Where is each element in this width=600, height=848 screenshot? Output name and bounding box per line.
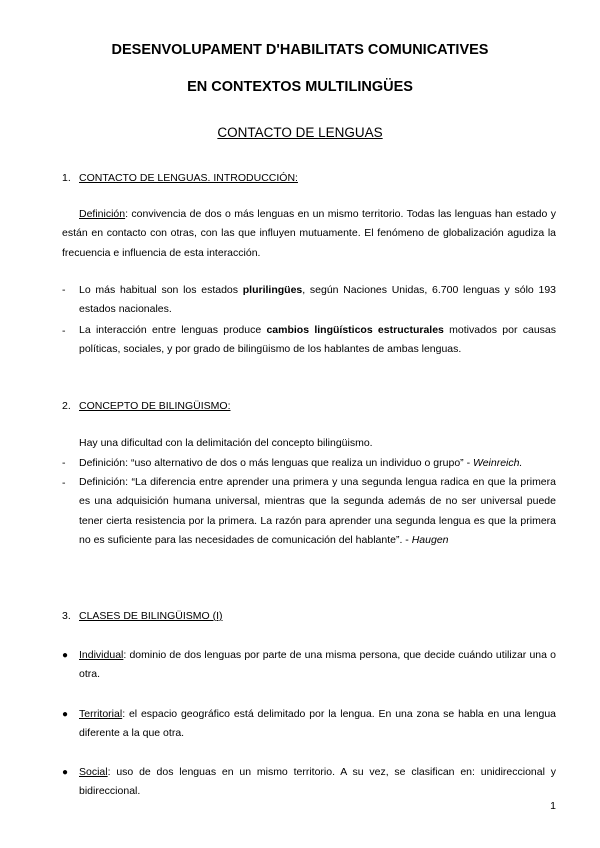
list-item-label: Territorial: [79, 708, 123, 720]
list-item: [79, 763, 556, 802]
list-item-bold: cambios lingüísticos estructurales: [266, 324, 444, 336]
section-3-heading: [62, 610, 223, 622]
list-item: [79, 646, 556, 685]
list-item-bold: plurilingües: [242, 284, 303, 296]
definition-label: Definición: [79, 208, 126, 220]
list-item-text: : dominio de dos lenguas por parte de una misma persona, que decide cuándo utilizar una o otra.: [79, 649, 556, 681]
document-title-line-2: EN CONTEXTOS MULTILINGÜES: [187, 79, 413, 95]
list-item-label: Individual: [79, 649, 124, 661]
list-item: [79, 454, 559, 473]
definition-quote: Definición: “La diferencia entre aprender una primera y una segunda lengua radica en que la primera es una adquisición humana universal, mientras que la segunda además de no ser universal puede tener cierta resistencia por la primera. La razón para aprender una segunda lengua es que la primera no es suficiente para las necesidades de comunicación del hablante”. -: [79, 476, 556, 546]
definition-quote: Definición: “uso alternativo de dos o más lenguas que realiza un individuo o grupo” -: [79, 457, 473, 469]
list-item-text: motivados por causas políticas, sociales, y por grado de bilingüismo de los hablantes de ambas lenguas.: [79, 324, 556, 356]
list-item-text: , según Naciones Unidas, 6.700 lenguas y sólo 193 estados nacionales.: [79, 284, 557, 316]
list-marker: -: [62, 284, 66, 296]
list-item: [79, 281, 556, 320]
list-marker: -: [62, 477, 66, 489]
section-1-title: CONTACTO DE LENGUAS. INTRODUCCIÓN:: [79, 172, 298, 184]
list-item: [79, 705, 556, 744]
list-marker: -: [62, 457, 66, 469]
list-item-label: Social: [79, 766, 108, 778]
list-item: [79, 473, 556, 550]
section-1-heading: [62, 172, 298, 184]
author-name: Weinreich.: [472, 457, 523, 469]
page-number: 1: [550, 800, 556, 812]
document-title-line-1: DESENVOLUPAMENT D'HABILITATS COMUNICATIVES: [111, 42, 489, 58]
author-name: Haugen: [411, 533, 449, 546]
definition-text: : convivencia de dos o más lenguas en un mismo territorio. Todas las lenguas han estado y están en contacto con otras, con las que influyen mutuamente. El fenómeno de globalización agudiza la frecuencia e influencia de esta interacción.: [62, 208, 556, 259]
section-1-definition: [62, 205, 556, 263]
section-3-title: CLASES DE BILINGÜISMO (I): [79, 610, 223, 622]
bullet-icon: ●: [62, 650, 69, 661]
section-2-title: CONCEPTO DE BILINGÜISMO:: [79, 400, 231, 412]
document-subtitle: CONTACTO DE LENGUAS: [217, 125, 383, 140]
section-2-intro: Hay una dificultad con la delimitación del concepto bilingüismo.: [79, 437, 373, 449]
section-1-number: 1.: [62, 172, 71, 184]
bullet-icon: ●: [62, 767, 69, 778]
list-item: [79, 321, 556, 360]
bullet-icon: ●: [62, 709, 69, 720]
section-2-number: 2.: [62, 400, 71, 412]
section-2-heading: [62, 400, 231, 412]
list-item-text: La interacción entre lenguas produce: [79, 324, 267, 336]
list-item-text: : el espacio geográfico está delimitado por la lengua. En una zona se habla en una lengua diferente a la que otra.: [79, 708, 556, 740]
list-item-text: Lo más habitual son los estados: [79, 284, 243, 296]
list-marker: -: [62, 325, 66, 337]
section-3-number: 3.: [62, 610, 71, 622]
list-item-text: : uso de dos lenguas en un mismo territorio. A su vez, se clasifican en: unidireccional y bidireccional.: [79, 766, 556, 798]
